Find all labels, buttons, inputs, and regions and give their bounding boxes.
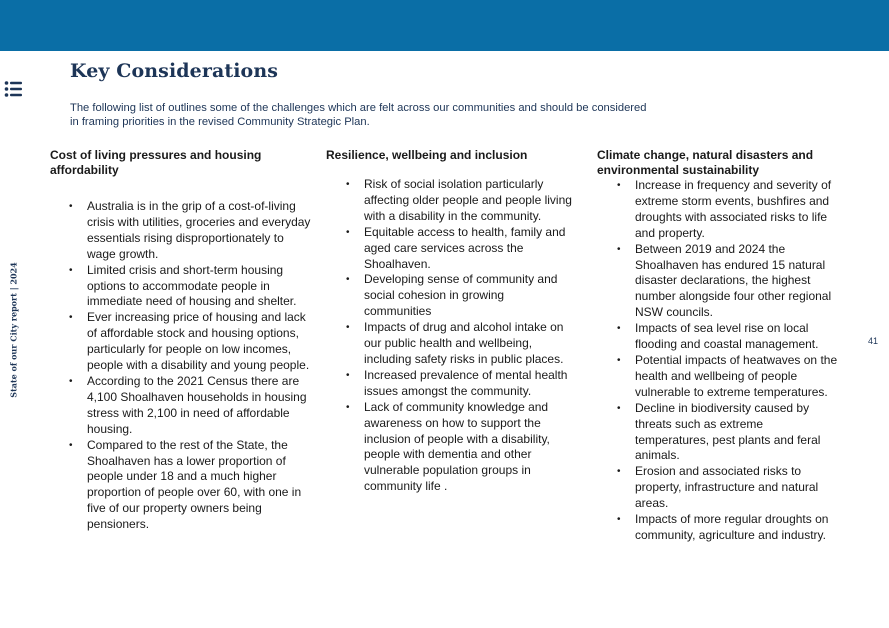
column-cost-of-living (50, 148, 320, 533)
list-item: • Limited crisis and short-term housing options to accommodate people in immediate need of housing and shelter. (87, 263, 312, 311)
column-climate-change (597, 148, 847, 544)
bullet-list (364, 177, 574, 495)
list-item: • Impacts of drug and alcohol intake on our public health and wellbeing, including safety risks in public places. (364, 320, 574, 368)
list-item: • According to the 2021 Census there are 4,100 Shoalhaven households in housing stress with 2,100 in need of affordable housing. (87, 374, 312, 438)
side-label-text: State of our City report | 2024 (9, 262, 19, 398)
menu-icon[interactable] (4, 80, 24, 98)
list-item: • Australia is in the grip of a cost-of-living crisis with utilities, groceries and everyday essentials rising disproportionately to wage growth. (87, 199, 312, 263)
list-item: • Impacts of sea level rise on local flooding and coastal management. (635, 321, 840, 353)
page-title: Key Considerations (70, 60, 279, 82)
list-item: • Risk of social isolation particularly affecting older people and people living with a disability in the community. (364, 177, 574, 225)
list-item: • Equitable access to health, family and aged care services across the Shoalhaven. (364, 225, 574, 273)
list-item: • Compared to the rest of the State, the Shoalhaven has a lower proportion of people under 18 and a much higher proportion of people over 60, with one in five of our property owners being pensioners. (87, 438, 312, 533)
list-item: • Increased prevalence of mental health issues amongst the community. (364, 368, 574, 400)
list-item: • Increase in frequency and severity of extreme storm events, bushfires and droughts with associated risks to life and property. (635, 178, 840, 242)
column-heading: Climate change, natural disasters and environmental sustainability (597, 148, 814, 177)
list-item: • Potential impacts of heatwaves on the health and wellbeing of people vulnerable to extreme temperatures. (635, 353, 840, 401)
bullet-list (635, 178, 840, 544)
list-item: • Impacts of more regular droughts on community, agriculture and industry. (635, 512, 840, 544)
list-icon (4, 80, 24, 98)
column-heading: Resilience, wellbeing and inclusion (326, 148, 528, 162)
side-label (6, 262, 22, 398)
list-item: • Between 2019 and 2024 the Shoalhaven has endured 15 natural disaster declarations, the highest number alongside four other regional NSW councils. (635, 242, 840, 322)
list-item: • Developing sense of community and social cohesion in growing communities (364, 272, 574, 320)
bullet-list (87, 199, 312, 533)
page-number: 41 (868, 336, 879, 346)
intro-text: The following list of outlines some of the challenges which are felt across our communities and should be considered in framing priorities in the revised Community Strategic Plan. (70, 102, 647, 128)
column-heading: Cost of living pressures and housing affordability (50, 148, 262, 177)
list-item: • Decline in biodiversity caused by threats such as extreme temperatures, pest plants and feral animals. (635, 401, 840, 465)
list-item: • Erosion and associated risks to property, infrastructure and natural areas. (635, 464, 840, 512)
list-item: • Ever increasing price of housing and lack of affordable stock and housing options, particularly for people on low incomes, people with a disability and young people. (87, 310, 312, 374)
column-resilience (326, 148, 581, 495)
header-bar (0, 0, 889, 51)
list-item: • Lack of community knowledge and awareness on how to support the inclusion of people with a disability, people with dementia and other vulnerable population groups in community life . (364, 400, 574, 495)
